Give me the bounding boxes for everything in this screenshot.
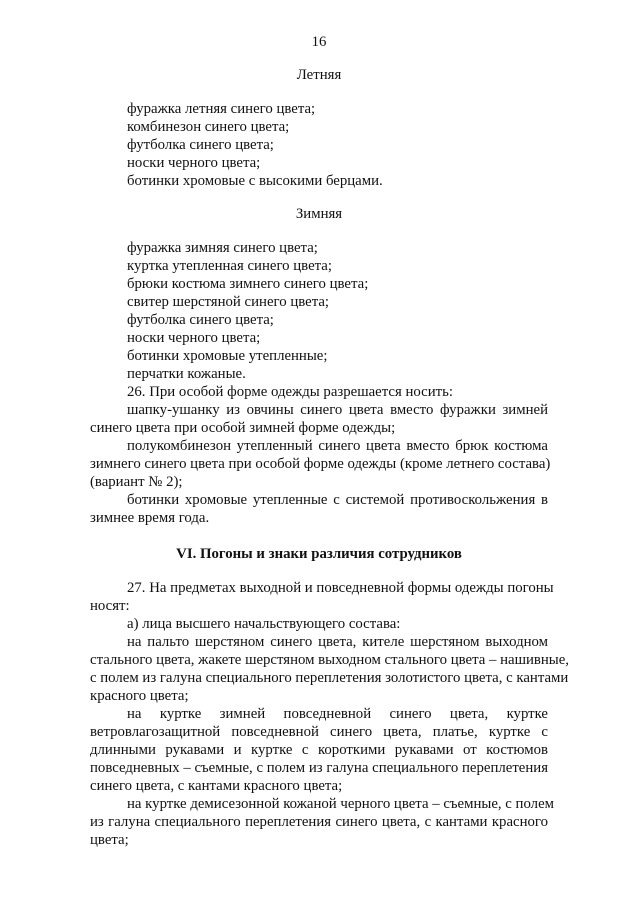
- paragraph-line: на куртке демисезонной кожаной черного цвета – съемные, с полем: [127, 796, 554, 812]
- clause-26-intro: 26. При особой форме одежды разрешается носить:: [127, 384, 453, 400]
- list-item: свитер шерстяной синего цвета;: [127, 294, 330, 310]
- summer-heading: Летняя: [296, 67, 342, 83]
- paragraph-line: ветровлагозащитной повседневной синего цвета, платье, куртке с: [90, 724, 548, 740]
- clause-26-line: шапку-ушанку из овчины синего цвета вместо фуражки зимней: [127, 402, 548, 418]
- winter-heading: Зимняя: [295, 206, 343, 222]
- paragraph-line: стального цвета, жакете шерстяном выходном стального цвета – нашивные,: [90, 652, 570, 668]
- list-item: ботинки хромовые утепленные;: [127, 348, 328, 364]
- list-item: брюки костюма зимнего синего цвета;: [127, 276, 369, 292]
- subclause-a-intro: а) лица высшего начальствующего состава:: [127, 616, 401, 632]
- paragraph-line: длинными рукавами и куртке с короткими рукавами от костюмов: [90, 742, 548, 758]
- list-item: ботинки хромовые с высокими берцами.: [127, 173, 383, 189]
- paragraph-line: цвета;: [90, 832, 129, 848]
- paragraph-line: на пальто шерстяном синего цвета, кителе шерстяном выходном: [127, 634, 548, 650]
- list-item: фуражка летняя синего цвета;: [127, 101, 316, 117]
- paragraph-line: из галуна специального переплетения синего цвета, с кантами красного: [90, 814, 548, 830]
- list-item: футболка синего цвета;: [127, 137, 274, 153]
- section-6-heading: VI. Погоны и знаки различия сотрудников: [176, 546, 462, 562]
- paragraph-line: с полем из галуна специального переплетения золотистого цвета, с кантами: [90, 670, 569, 686]
- page-number: 16: [311, 34, 327, 50]
- list-item: фуражка зимняя синего цвета;: [127, 240, 318, 256]
- list-item: носки черного цвета;: [127, 155, 261, 171]
- clause-27-line: 27. На предметах выходной и повседневной формы одежды погоны: [127, 580, 554, 596]
- paragraph-line: синего цвета, с кантами красного цвета;: [90, 778, 343, 794]
- clause-27-line: носят:: [90, 598, 130, 614]
- clause-26-line: зимнего синего цвета при особой форме одежды (кроме летнего состава): [90, 456, 551, 472]
- list-item: носки черного цвета;: [127, 330, 261, 346]
- clause-26-line: ботинки хромовые утепленные с системой противоскольжения в: [127, 492, 548, 508]
- paragraph-line: повседневных – съемные, с полем из галуна специального переплетения: [90, 760, 548, 776]
- clause-26-line: зимнее время года.: [90, 510, 210, 526]
- paragraph-line: красного цвета;: [90, 688, 189, 704]
- paragraph-line: на куртке зимней повседневной синего цвета, куртке: [127, 706, 548, 722]
- clause-26-line: полукомбинезон утепленный синего цвета вместо брюк костюма: [127, 438, 548, 454]
- clause-26-line: (вариант № 2);: [90, 474, 183, 490]
- list-item: комбинезон синего цвета;: [127, 119, 290, 135]
- clause-26-line: синего цвета при особой зимней форме одежды;: [90, 420, 396, 436]
- list-item: куртка утепленная синего цвета;: [127, 258, 332, 274]
- list-item: футболка синего цвета;: [127, 312, 274, 328]
- list-item: перчатки кожаные.: [127, 366, 246, 382]
